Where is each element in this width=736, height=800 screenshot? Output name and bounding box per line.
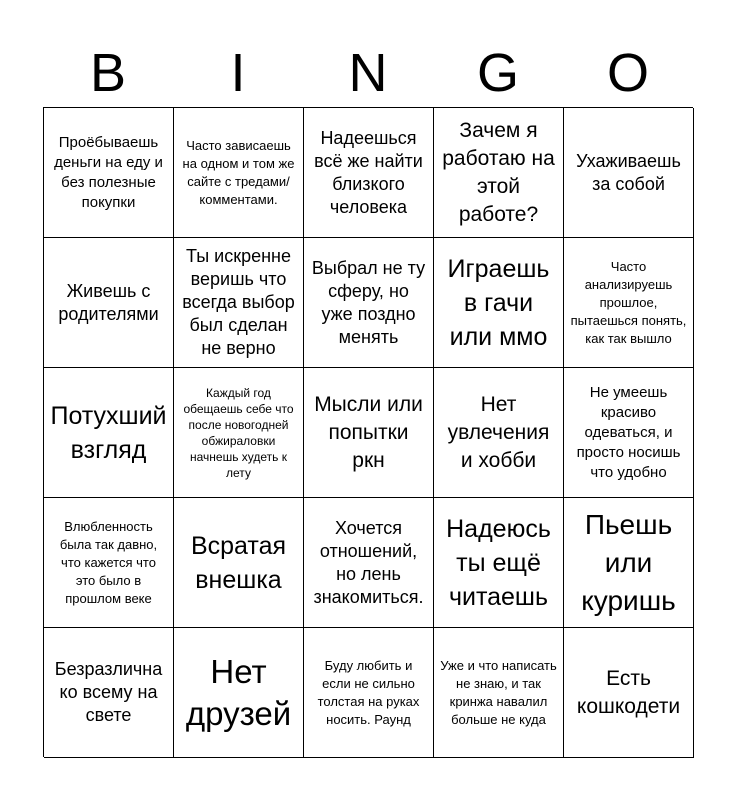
header-letter-n: N <box>348 43 388 103</box>
cell-text: Каждый год обещаешь себе что после новогодней обжираловки начнешь худеть к лету <box>183 385 294 480</box>
cell-text: Выбрал не ту сферу, но уже поздно менять <box>311 257 426 347</box>
bingo-cell[interactable] <box>174 368 304 498</box>
bingo-header <box>43 40 693 106</box>
bingo-cell[interactable] <box>304 238 434 368</box>
header-letter-i: I <box>230 43 246 103</box>
bingo-cell[interactable] <box>44 628 174 758</box>
bingo-cell[interactable] <box>304 368 434 498</box>
bingo-cell[interactable] <box>434 238 564 368</box>
cell-text: Не умеешь красиво одеваться, и просто носишь что удобно <box>576 383 681 481</box>
bingo-cell[interactable] <box>44 238 174 368</box>
cell-text: Мысли или попытки ркн <box>314 392 423 472</box>
bingo-cell[interactable] <box>564 108 694 238</box>
bingo-cell[interactable] <box>564 368 694 498</box>
cell-text: Потухший взгляд <box>50 401 167 464</box>
header-letter-g: G <box>476 43 519 103</box>
cell-text: Надеюсь ты ещё читаешь <box>446 514 551 611</box>
cell-text: Живешь с родителями <box>58 280 159 324</box>
bingo-cell[interactable] <box>564 498 694 628</box>
bingo-cell[interactable] <box>174 108 304 238</box>
cell-text: Есть кошкодети <box>576 666 681 718</box>
bingo-cell[interactable] <box>44 108 174 238</box>
cell-text: Ты искренне веришь что всегда выбор был сделан не верно <box>182 246 295 358</box>
bingo-cell[interactable] <box>174 238 304 368</box>
cell-text: Часто зависаешь на одном и том же сайте с тредами/ комментами. <box>182 137 295 207</box>
bingo-cell[interactable] <box>304 498 434 628</box>
bingo-cell[interactable] <box>174 498 304 628</box>
bingo-cell[interactable] <box>174 628 304 758</box>
header-letter-b: B <box>89 43 127 103</box>
cell-text: Нет увлечения и хобби <box>447 392 550 472</box>
cell-text: Часто анализируешь прошлое, пытаешься понять, как так вышло <box>570 258 687 346</box>
cell-text: Ухаживаешь за собой <box>576 150 681 194</box>
cell-text: Надеешься всё же найти близкого человека <box>314 127 423 217</box>
bingo-cell[interactable] <box>304 628 434 758</box>
bingo-cell[interactable] <box>44 498 174 628</box>
bingo-cell[interactable] <box>304 108 434 238</box>
bingo-cell[interactable] <box>434 498 564 628</box>
cell-text: Безразлична ко всему на свете <box>54 659 163 725</box>
bingo-cell[interactable] <box>434 108 564 238</box>
bingo-cell[interactable] <box>44 368 174 498</box>
cell-text: Влюбленность была так давно, что кажется что это было в прошлом веке <box>59 518 158 606</box>
cell-text: Пьешь или куришь <box>581 508 676 616</box>
cell-text: Хочется отношений, но лень знакомиться. <box>313 517 424 607</box>
cell-text: Играешь в гачи или ммо <box>447 254 550 351</box>
bingo-cell[interactable] <box>564 238 694 368</box>
cell-text: Нет друзей <box>185 652 292 732</box>
cell-text: Всратая внешка <box>190 531 287 594</box>
cell-text: Буду любить и если не сильно толстая на руках носить. Раунд <box>317 657 420 727</box>
bingo-cell[interactable] <box>434 368 564 498</box>
bingo-cell[interactable] <box>564 628 694 758</box>
bingo-cell[interactable] <box>434 628 564 758</box>
bingo-grid <box>43 107 693 757</box>
cell-text: Зачем я работаю на этой работе? <box>442 118 555 226</box>
header-letter-o: O <box>606 43 649 103</box>
cell-text: Проёбываешь деньги на еду и без полезные покупки <box>54 133 163 211</box>
cell-text: Уже и что написать не знаю, и так кринжа навалил больше не куда <box>440 657 557 727</box>
